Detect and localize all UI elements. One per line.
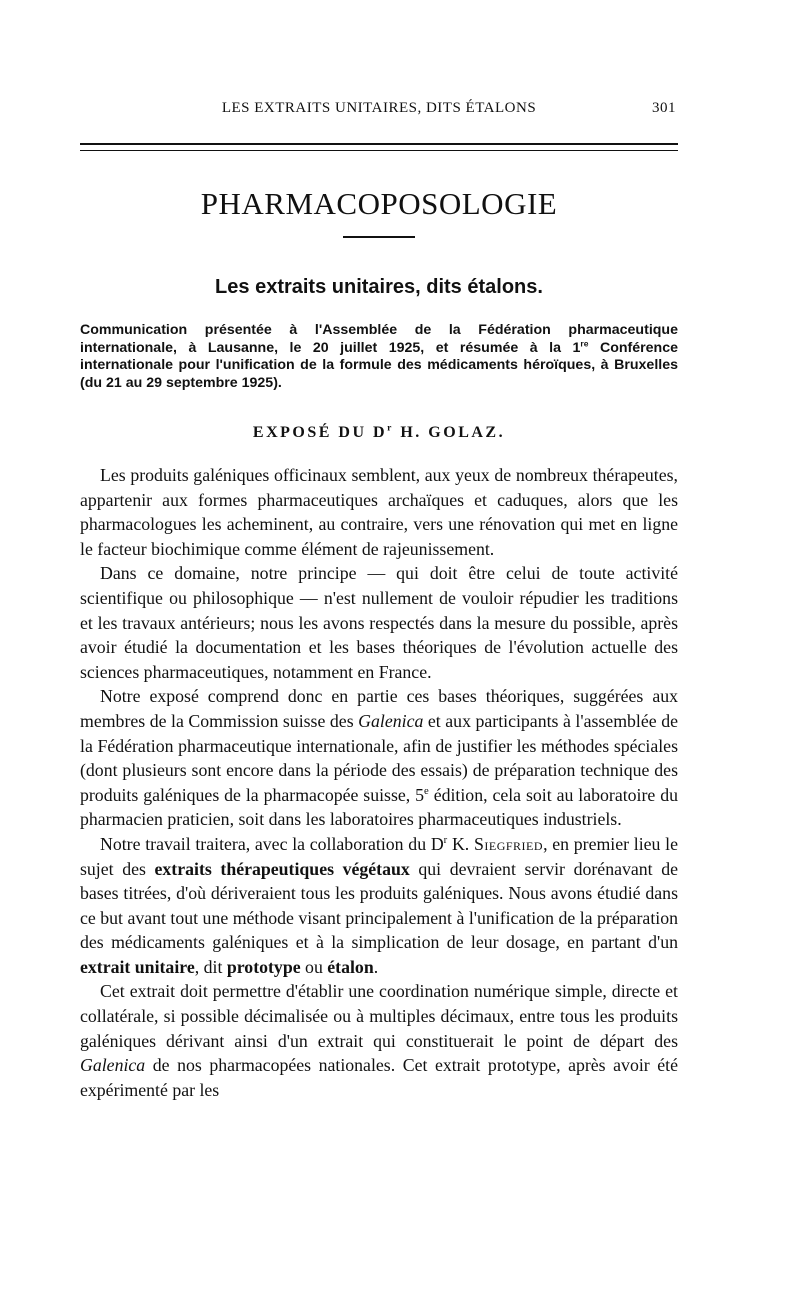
page-number: 301 (652, 100, 676, 116)
paragraph-5-text-a: Cet extrait doit permettre d'établir une coordination numérique simple, directe et collatérale, si possible décimalisée ou à multiples décimaux, entre tous les produits galéniques dérivant ainsi d'un extrait qui constituerait le point de départ des (80, 981, 678, 1051)
bold-term-etalon: étalon (327, 956, 374, 977)
title-divider (343, 236, 415, 238)
galenica-term: Galenica (358, 710, 424, 731)
expose-superscript: r (387, 422, 394, 434)
header-rule-thick (80, 143, 678, 145)
author-name: Siegfried (474, 833, 544, 854)
bold-term-prototype: prototype (226, 956, 301, 977)
bold-term-extraits: extraits thérapeutiques végétaux (154, 858, 410, 879)
galenica-term-2: Galenica (80, 1055, 146, 1076)
paragraph-2: Dans ce domaine, notre principe — qui doit être celui de toute activité scientifique ou philosophique — n'est nullement de vouloir répudier les traditions et les travaux antérieurs; nous les avons respectés dans la mesure du possible, après avoir étudié la documentation et les bases théoriques de l'évolution actuelle des sciences pharmaceutiques, notamment en France. (80, 563, 678, 682)
paragraph-3 (80, 684, 678, 832)
paragraph-3-text-b: et aux participants à l'assemblée de la Fédération pharmaceutique internationale, afin de justifier les méthodes spéciales (dont plusieurs sont encore dans la période des essais) de préparation technique des produits galéniques de la pharmacopée suisse, 5 (80, 710, 678, 805)
expose-heading (80, 424, 678, 442)
paragraph-4-text-a: Notre travail traitera, avec la collaboration du D (100, 833, 444, 854)
paragraph-5-text-b: de nos pharmacopées nationales. Cet extrait prototype, après avoir été expérimenté par les (80, 1055, 678, 1100)
article-title: Les extraits unitaires, dits étalons. (215, 276, 543, 298)
body-text (80, 463, 678, 1102)
paragraph-4-text-e: , dit (194, 956, 227, 977)
paragraph-4 (80, 832, 678, 980)
communication-note (80, 322, 678, 392)
doctor-superscript: r (443, 833, 448, 846)
bold-term-extrait-unitaire: extrait unitaire (80, 956, 195, 977)
paragraph-3-text-a: Notre exposé comprend donc en partie ces bases théoriques, suggérées aux membres de la Commission suisse des (80, 686, 678, 731)
communication-superscript: re (580, 337, 589, 348)
expose-text-2: H. GOLAZ. (393, 424, 506, 441)
paragraph-4-text-d: qui devraient servir dorénavant de bases titrées, d'où dériveraient tous les produits galéniques. Nous avons étudié dans ce but avant tout une méthode visant principalement à l'unification de la préparation des médicaments galéniques et à la simplication de leur dosage, en partant d'un (80, 858, 678, 953)
paragraph-4-text-b: K. (447, 833, 474, 854)
running-title: LES EXTRAITS UNITAIRES, DITS ÉTALONS (221, 100, 537, 116)
paragraph-1: Les produits galéniques officinaux semblent, aux yeux de nombreux thérapeutes, appartenir aux formes pharmaceutiques archaïques et caduques, alors que les pharmacologues les acheminent, au contraire, vers une rénovation qui met en ligne le facteur biochimique comme élément de rajeunissement. (80, 465, 678, 559)
paragraph-3-text-c: édition, cela soit au laboratoire du pharmacien praticien, soit dans les laboratoires pharmaceutiques industriels. (80, 784, 678, 830)
paragraph-4-text-f: ou (300, 956, 328, 977)
communication-text-1: Communication présentée à l'Assemblée de la Fédération pharmaceutique internationale, à Lausanne, le 20 juillet 1925, et résumée à la 1 (80, 322, 678, 356)
paragraph-4-text-g: . (373, 956, 379, 977)
expose-text-1: EXPOSÉ DU D (252, 424, 388, 441)
communication-text-2: Conférence internationale pour l'unification de la formule des médicaments héroïques, à Bruxelles (du 21 au 29 septembre 1925). (80, 339, 678, 391)
section-title: PHARMACOPOSOLOGIE (200, 186, 558, 221)
edition-superscript: e (424, 784, 429, 797)
paragraph-5 (80, 979, 678, 1102)
header-rule-thin (80, 150, 678, 151)
paragraph-4-text-c: , en premier lieu le sujet des (80, 833, 679, 879)
